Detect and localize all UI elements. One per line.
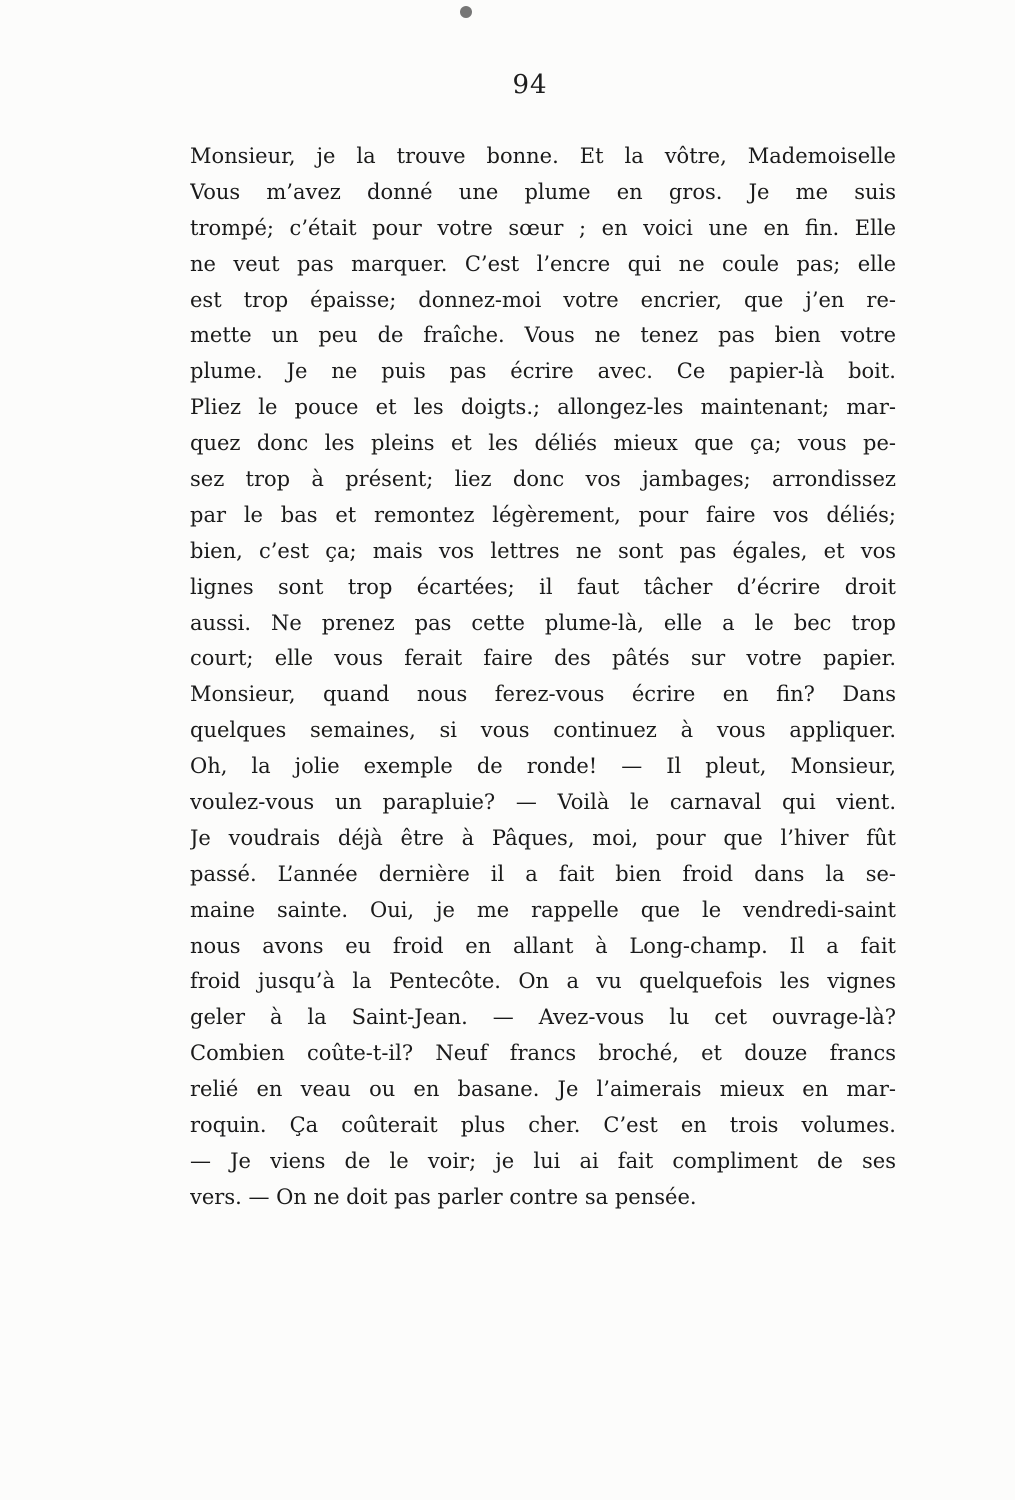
text-line: court; elle vous ferait faire des pâtés sur votre papier.: [190, 646, 896, 671]
text-line: geler à la Saint-Jean. — Avez-vous lu cet ouvrage-là?: [190, 1005, 896, 1030]
text-line: froid jusqu’à la Pentecôte. On a vu quelquefois les vignes: [190, 969, 896, 994]
page-number: 94: [512, 70, 548, 100]
text-line: aussi. Ne prenez pas cette plume-là, elle a le bec trop: [190, 610, 896, 635]
text-line: quez donc les pleins et les déliés mieux que ça; vous pe-: [190, 431, 896, 456]
text-line-last: vers. — On ne doit pas parler contre sa pensée.: [190, 1184, 697, 1209]
text-line: plume. Je ne puis pas écrire avec. Ce papier-là boit.: [190, 359, 896, 384]
text-line: voulez-vous un parapluie? — Voilà le carnaval qui vient.: [190, 790, 896, 815]
text-line: lignes sont trop écartées; il faut tâcher d’écrire droit: [190, 574, 896, 599]
text-line: Combien coûte-t-il? Neuf francs broché, et douze francs: [190, 1041, 896, 1066]
text-line: Oh, la jolie exemple de ronde! — Il pleut, Monsieur,: [190, 754, 896, 779]
text-line: sez trop à présent; liez donc vos jambages; arrondissez: [190, 467, 896, 492]
text-line: maine sainte. Oui, je me rappelle que le vendredi-saint: [190, 897, 896, 922]
body-text: [190, 139, 896, 1216]
text-line: bien, c’est ça; mais vos lettres ne sont pas égales, et vos: [190, 538, 896, 563]
text-line: Vous m’avez donné une plume en gros. Je me suis: [190, 179, 896, 204]
text-line: par le bas et remontez légèrement, pour faire vos déliés;: [190, 502, 896, 527]
text-line: nous avons eu froid en allant à Long-champ. Il a fait: [190, 933, 896, 958]
text-line: Je voudrais déjà être à Pâques, moi, pour que l’hiver fût: [190, 825, 896, 850]
text-line: relié en veau ou en basane. Je l’aimerais mieux en mar-: [190, 1077, 896, 1102]
text-line: roquin. Ça coûterait plus cher. C’est en trois volumes.: [190, 1113, 896, 1138]
text-line: passé. L’année dernière il a fait bien froid dans la se-: [190, 861, 896, 886]
text-line: ne veut pas marquer. C’est l’encre qui ne coule pas; elle: [190, 251, 896, 276]
text-line: Monsieur, je la trouve bonne. Et la vôtre, Mademoiselle: [190, 144, 896, 168]
text-line: Pliez le pouce et les doigts.; allongez-les maintenant; mar-: [190, 395, 896, 420]
text-line: quelques semaines, si vous continuez à vous appliquer.: [190, 718, 896, 743]
text-line: est trop épaisse; donnez-moi votre encrier, que j’en re-: [190, 287, 896, 312]
ink-spot-mark: [460, 6, 472, 18]
text-line: trompé; c’était pour votre sœur ; en voici une en fin. Elle: [190, 215, 896, 240]
text-line: mette un peu de fraîche. Vous ne tenez pas bien votre: [190, 323, 896, 348]
text-line: — Je viens de le voir; je lui ai fait compliment de ses: [190, 1148, 896, 1173]
text-line: Monsieur, quand nous ferez-vous écrire en fin? Dans: [190, 682, 896, 707]
